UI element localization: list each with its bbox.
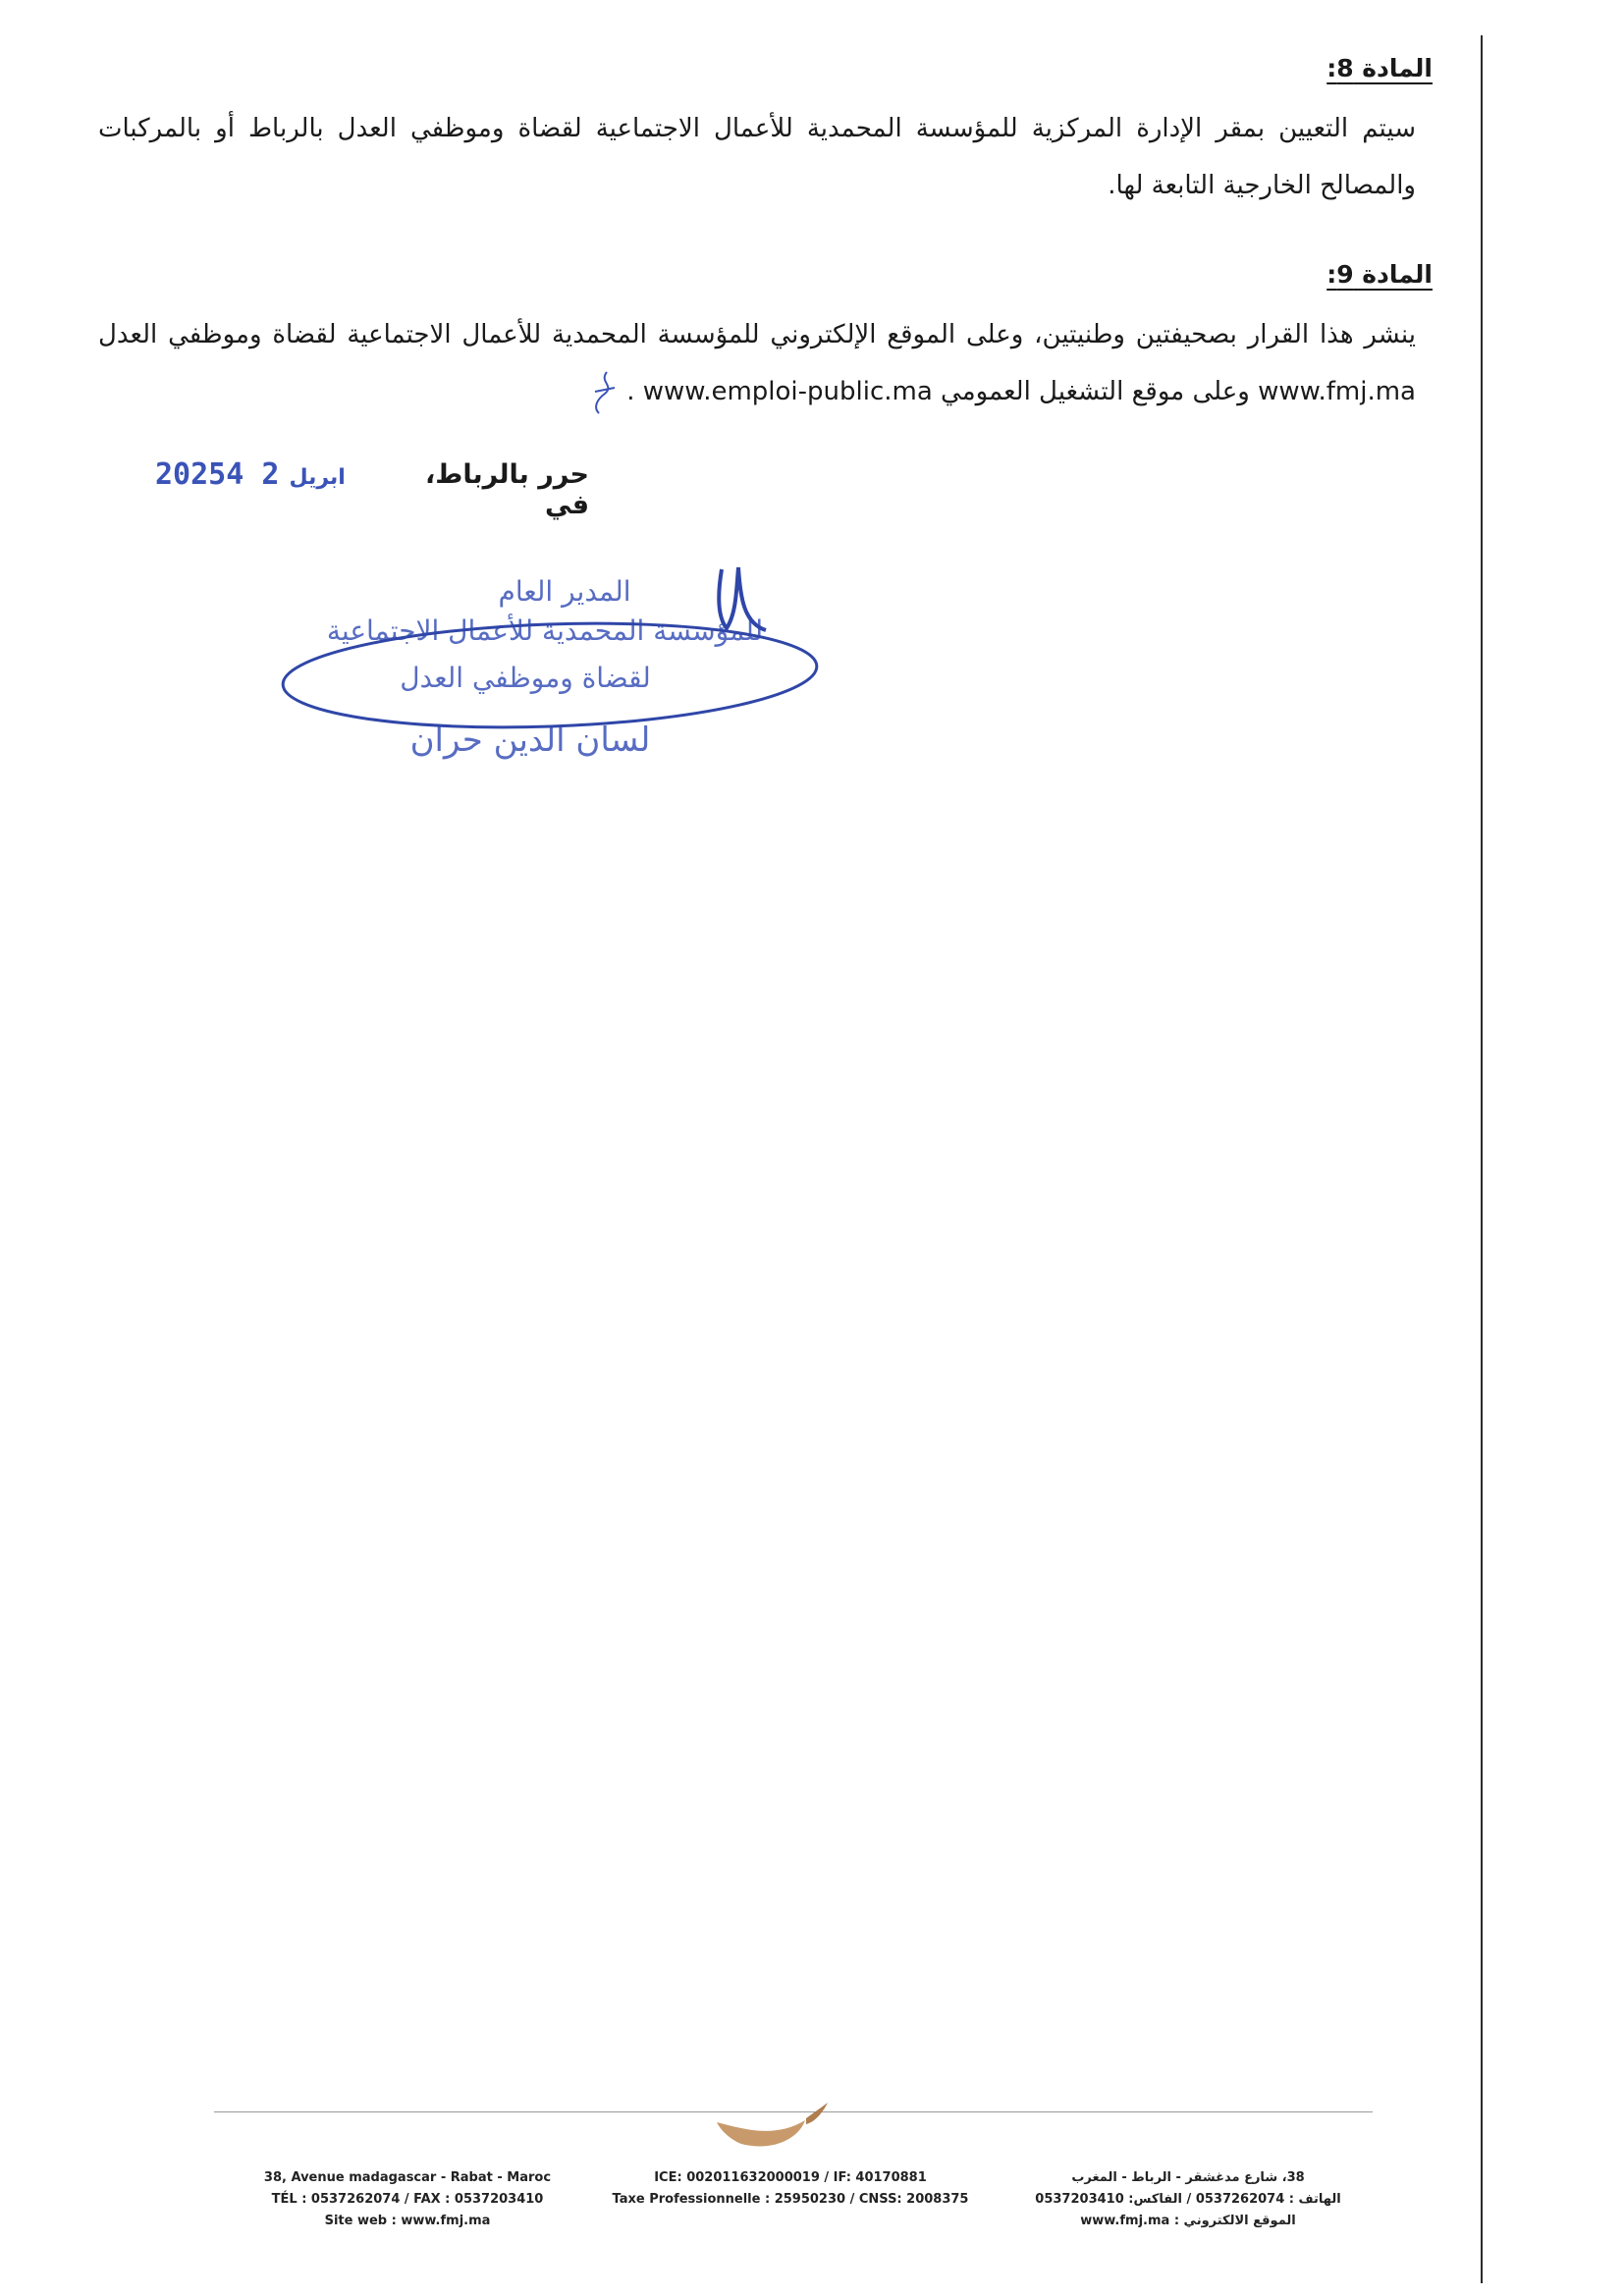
fmj-website: www.fmj.ma: [1258, 377, 1416, 406]
article-8-text: سيتم التعيين بمقر الإدارة المركزية للمؤسسة المحمدية للأعمال الاجتماعية لقضاة وموظفي العدل بالرباط أو بالمركبات والمصالح الخارجية التابعة لها.: [98, 114, 1416, 200]
paraph-mark-icon: [589, 368, 619, 417]
footer-phone-fr: TÉL : 0537262074 / FAX : 0537203410: [271, 2192, 544, 2207]
article-9-text-part2: وعلى موقع التشغيل العمومي: [941, 377, 1250, 406]
seal-line-1: المدير العام: [498, 575, 631, 608]
fmj-logo: [712, 2101, 839, 2160]
footer-web-ar: الموقع الالكتروني : www.fmj.ma: [1080, 2214, 1296, 2228]
footer-tax-cnss: Taxe Professionnelle : 25950230 / CNSS: 2008375: [612, 2192, 969, 2207]
article-9-text: [98, 306, 1416, 420]
signing-place: حرر بالرباط، في: [425, 459, 589, 520]
footer-ids: [599, 2167, 982, 2211]
article-9-end: .: [626, 377, 635, 406]
margin-rule: [1481, 35, 1483, 2283]
seal-line-4: لسان الدين حران: [409, 721, 651, 760]
seal-line-2: للمؤسسة المحمدية للأعمال الاجتماعية: [326, 614, 764, 647]
date-month: ابريل: [289, 465, 346, 490]
footer-address-fr: 38, Avenue madagascar - Rabat - Maroc: [263, 2170, 552, 2185]
seal-line-3: لقضاة وموظفي العدل: [400, 662, 651, 694]
article-9-text-part1: ينشر هذا القرار بصحيفتين وطنيتين، وعلى الموقع الإلكتروني للمؤسسة المحمدية للأعمال الاجتماعية لقضاة وموظفي العدل: [98, 320, 1416, 349]
article-9-heading: المادة 9:: [1326, 260, 1433, 289]
date-stamp: [155, 457, 355, 492]
article-8-heading: المادة 8:: [1326, 54, 1433, 82]
footer-ice-if: ICE: 002011632000019 / IF: 40170881: [654, 2170, 927, 2185]
date-day: 2 4: [226, 457, 280, 492]
emploi-public-website: www.emploi-public.ma: [642, 377, 933, 406]
footer-arabic: [1031, 2167, 1345, 2232]
director-seal: [275, 560, 825, 775]
date-year: 2025: [155, 457, 227, 492]
footer-french: [245, 2167, 569, 2232]
footer-phone-ar: الهاتف : 0537262074 / الفاكس: 0537203410: [1035, 2192, 1341, 2207]
footer-web-fr: Site web : www.fmj.ma: [324, 2214, 491, 2228]
footer-address-ar: 38، شارع مدغشقر - الرباط - المغرب: [1071, 2170, 1305, 2185]
